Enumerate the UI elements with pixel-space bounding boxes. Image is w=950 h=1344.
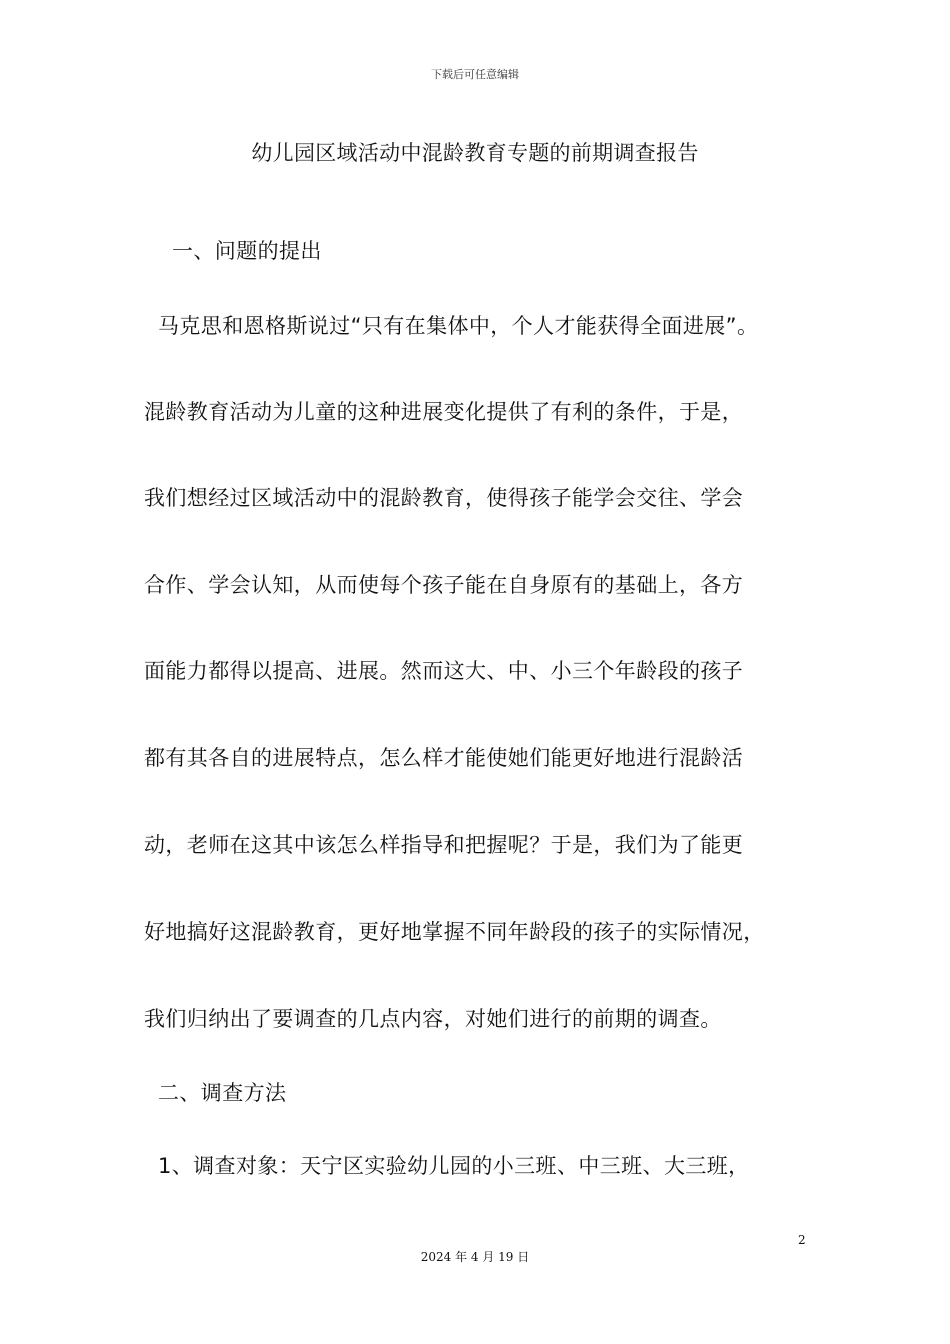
paragraph-line-4: 合作、学会认知，从而使每个孩子能在自身原有的基础上，各方 bbox=[144, 573, 744, 597]
section-heading-method: 二、调查方法 bbox=[158, 1081, 287, 1105]
paragraph-line-5: 面能力都得以提高、进展。然而这大、中、小三个年龄段的孩子 bbox=[144, 659, 744, 683]
paragraph-line-3: 我们想经过区域活动中的混龄教育，使得孩子能学会交往、学会 bbox=[144, 486, 744, 510]
paragraph-line-1: 马克思和恩格斯说过“只有在集体中，个人才能获得全面进展”。 bbox=[158, 314, 759, 338]
document-title: 幼儿园区域活动中混龄教育专题的前期调查报告 bbox=[251, 141, 699, 165]
footer-date: 2024 年 4 月 19 日 bbox=[420, 1250, 530, 1264]
paragraph-line-7: 动，老师在这其中该怎么样指导和把握呢？于是，我们为了能更 bbox=[144, 833, 744, 857]
section-heading-problem: 一、问题的提出 bbox=[172, 239, 322, 263]
page-number: 2 bbox=[798, 1233, 806, 1247]
list-item-survey-target: 1、调查对象：天宁区实验幼儿园的小三班、中三班、大三班， bbox=[158, 1154, 750, 1178]
paragraph-line-6: 都有其各自的进展特点，怎么样才能使她们能更好地进行混龄活 bbox=[144, 746, 744, 770]
paragraph-line-9: 我们归纳出了要调查的几点内容，对她们进行的前期的调查。 bbox=[144, 1007, 722, 1031]
header-note: 下载后可任意编辑 bbox=[431, 68, 519, 81]
paragraph-line-2: 混龄教育活动为儿童的这种进展变化提供了有利的条件，于是， bbox=[144, 400, 744, 424]
paragraph-line-8: 好地搞好这混龄教育，更好地掌握不同年龄段的孩子的实际情况， bbox=[144, 920, 765, 944]
